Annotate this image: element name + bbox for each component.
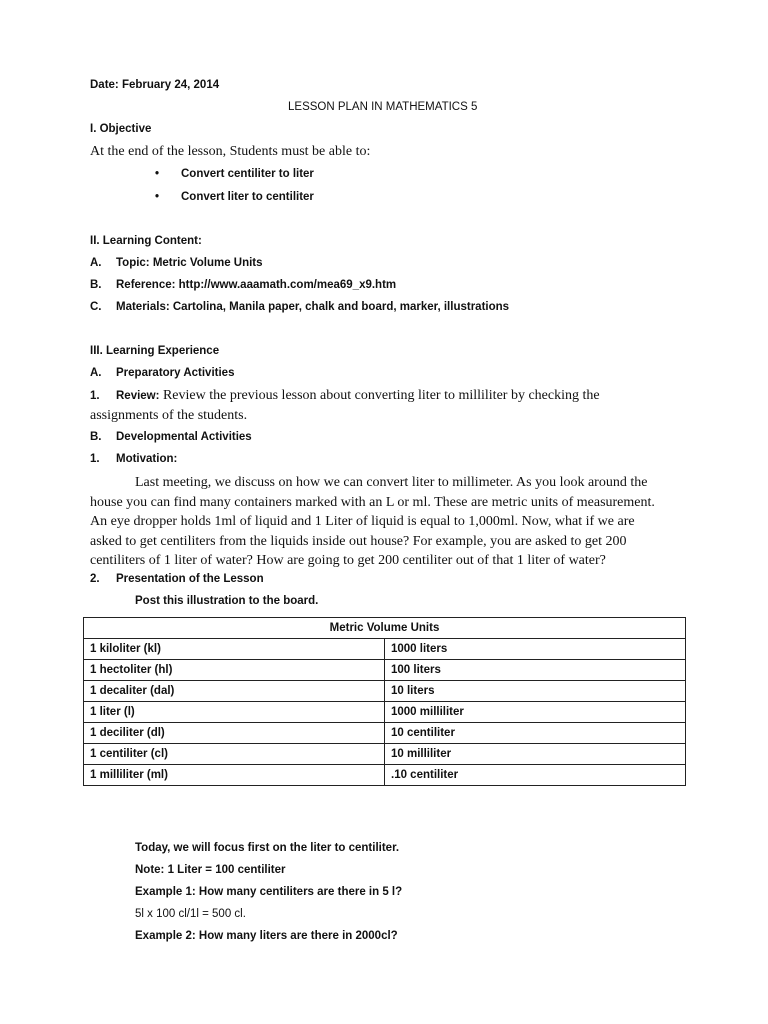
content-item-reference: B. Reference: http://www.aaamath.com/mea69_x9.htm xyxy=(90,279,397,291)
motivation-line-3: An eye dropper holds 1ml of liquid and 1 Liter of liquid is equal to 1,000ml. Now, what if we are xyxy=(90,514,635,529)
preparatory-heading: A. Preparatory Activities xyxy=(90,367,235,379)
table-row xyxy=(84,744,686,765)
unit-cell: 1 liter (l) xyxy=(84,702,385,723)
example-2-question: Example 2: How many liters are there in 2000cl? xyxy=(135,930,398,942)
metric-volume-table xyxy=(83,617,686,786)
motivation-paragraph xyxy=(90,473,690,571)
conversion-note: Note: 1 Liter = 100 centiliter xyxy=(135,864,286,876)
review-line: 1. Review: Review the previous lesson about converting liter to milliliter by checking the xyxy=(90,388,600,403)
motivation-line-2: house you can find many containers marked with an L or ml. These are metric units of measurement. xyxy=(90,494,655,510)
experience-heading: III. Learning Experience xyxy=(90,345,220,357)
presentation-heading: 2. Presentation of the Lesson xyxy=(90,573,264,585)
value-cell: 10 liters xyxy=(385,681,686,702)
motivation-line-4: asked to get centiliters from the liquids inside out house? For example, you are asked to get 200 xyxy=(90,533,627,549)
table-row xyxy=(84,765,686,786)
unit-cell: 1 kiloliter (kl) xyxy=(84,639,385,660)
developmental-heading: B. Developmental Activities xyxy=(90,431,252,443)
bullet-icon: • xyxy=(155,168,160,180)
value-cell: 1000 milliliter xyxy=(385,702,686,723)
value-cell: 10 milliliter xyxy=(385,744,686,765)
objective-bullet-1: • Convert centiliter to liter xyxy=(155,168,314,180)
unit-cell: 1 centiliter (cl) xyxy=(84,744,385,765)
table-title: Metric Volume Units xyxy=(84,618,686,639)
lesson-date: Date: February 24, 2014 xyxy=(90,79,220,91)
motivation-heading: 1. Motivation: xyxy=(90,453,178,465)
table-header-row xyxy=(84,618,686,639)
unit-cell: 1 milliliter (ml) xyxy=(84,765,385,786)
objective-heading: I. Objective xyxy=(90,123,152,135)
value-cell: .10 centiliter xyxy=(385,765,686,786)
unit-cell: 1 deciliter (dl) xyxy=(84,723,385,744)
page-title: LESSON PLAN IN MATHEMATICS 5 xyxy=(288,101,478,113)
objective-bullet-2: • Convert liter to centiliter xyxy=(155,191,314,203)
post-instruction: Post this illustration to the board. xyxy=(135,595,319,607)
content-heading: II. Learning Content: xyxy=(90,235,202,247)
table-row xyxy=(84,702,686,723)
table-row xyxy=(84,681,686,702)
bullet-icon: • xyxy=(155,191,160,203)
review-line-2: assignments of the students. xyxy=(90,408,248,423)
table-row xyxy=(84,660,686,681)
content-item-materials: C. Materials: Cartolina, Manila paper, chalk and board, marker, illustrations xyxy=(90,301,510,313)
unit-cell: 1 hectoliter (hl) xyxy=(84,660,385,681)
value-cell: 100 liters xyxy=(385,660,686,681)
example-1-solution: 5l x 100 cl/1l = 500 cl. xyxy=(135,908,246,920)
objective-intro: At the end of the lesson, Students must be able to: xyxy=(90,144,371,159)
focus-statement: Today, we will focus first on the liter to centiliter. xyxy=(135,842,400,854)
value-cell: 1000 liters xyxy=(385,639,686,660)
motivation-line-1: Last meeting, we discuss on how we can convert liter to millimeter. As you look around the xyxy=(135,475,648,490)
example-1-question: Example 1: How many centiliters are there in 5 l? xyxy=(135,886,403,898)
unit-cell: 1 decaliter (dal) xyxy=(84,681,385,702)
table-row xyxy=(84,723,686,744)
table-row xyxy=(84,639,686,660)
motivation-line-5: centiliters of 1 liter of water? How are going to get 200 centiliter out of that 1 liter of water? xyxy=(90,553,606,568)
value-cell: 10 centiliter xyxy=(385,723,686,744)
content-item-topic: A. Topic: Metric Volume Units xyxy=(90,257,263,269)
